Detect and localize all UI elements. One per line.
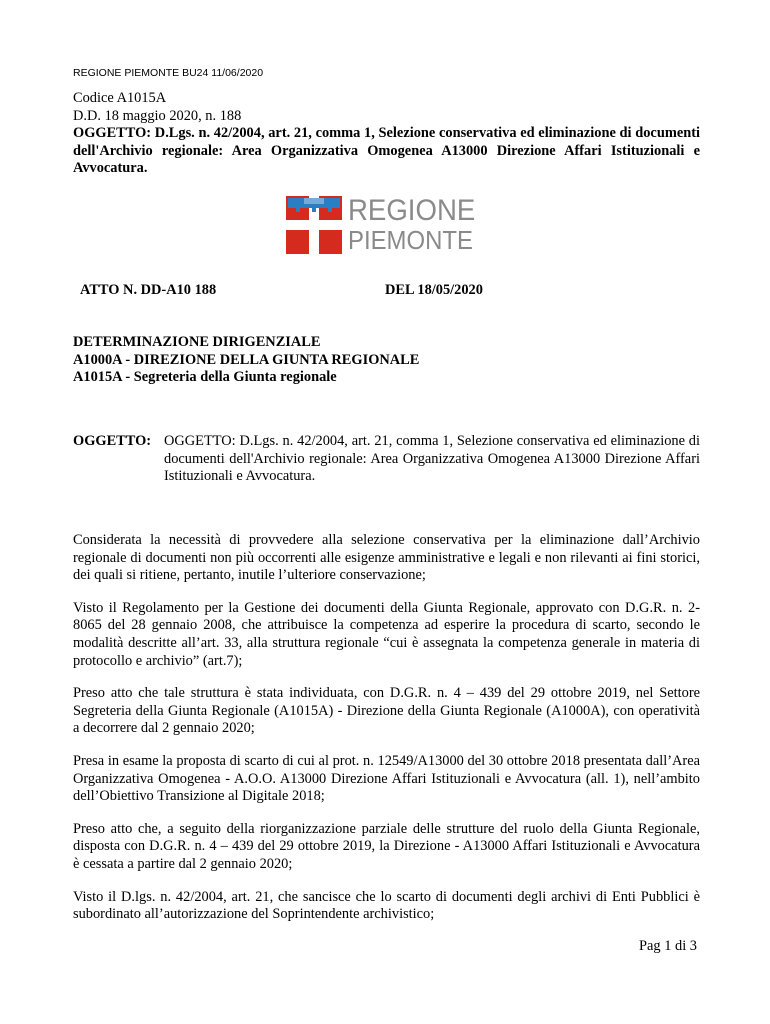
atto-line <box>80 282 700 299</box>
determination-title: DETERMINAZIONE DIRIGENZIALE <box>73 334 321 350</box>
regione-piemonte-logo <box>286 196 488 254</box>
direction-name: A1000A - DIREZIONE DELLA GIUNTA REGIONALE <box>73 351 420 368</box>
piemonte-flag-icon <box>286 196 342 254</box>
running-header: REGIONE PIEMONTE BU24 11/06/2020 <box>73 67 264 79</box>
document-code: Codice A1015A <box>73 90 167 106</box>
paragraph: Considerata la necessità di provvedere alla selezione conservativa per la eliminazione dall’Archivio regionale di documenti non più occorrenti alle esigenze amministrative e legali e non rilevanti ai fini storici, dei quali si ritiene, pertanto, inutile l’ulteriore conservazione; <box>73 532 700 584</box>
determination-block <box>73 334 419 387</box>
atto-date: DEL 18/05/2020 <box>385 282 483 298</box>
oggetto-section <box>73 433 700 486</box>
oggetto-label: OGGETTO: <box>73 433 152 449</box>
document-body <box>73 532 700 939</box>
sector-name: A1015A - Segreteria della Giunta regionale <box>73 369 337 386</box>
page-number: Pag 1 di 3 <box>639 938 697 954</box>
logo-text-regione: REGIONE <box>348 194 476 227</box>
decree-reference: D.D. 18 maggio 2020, n. 188 <box>73 107 242 124</box>
paragraph: Preso atto che tale struttura è stata individuata, con D.G.R. n. 4 – 439 del 29 ottobre 2019, nel Settore Segreteria della Giunta Regionale (A1015A) - Direzione della Giunta Regionale (A1000A), con operatività a decorrere dal 2 gennaio 2020; <box>73 685 700 737</box>
paragraph: Visto il Regolamento per la Gestione dei documenti della Giunta Regionale, approvato con D.G.R. n. 2-8065 del 28 gennaio 2008, che attribuisce la competenza ad esperire la procedura di scarto, secondo le modalità descritte all’art. 33, alla struttura regionale “cui è assegnata la competenza generale in materia di protocollo e archivio” (art.7); <box>73 599 700 669</box>
document-subject: OGGETTO: D.Lgs. n. 42/2004, art. 21, comma 1, Selezione conservativa ed eliminazione di documenti dell'Archivio regionale: Area Organizzativa Omogenea A13000 Direzione Affari Istituzionali e Avvocatura. <box>73 125 700 177</box>
logo-text-piemonte: PIEMONTE <box>348 225 473 255</box>
paragraph: Visto il D.lgs. n. 42/2004, art. 21, che sancisce che lo scarto di documenti degli archivi di Enti Pubblici è subordinato all’autorizzazione del Soprintendente archivistico; <box>73 888 700 923</box>
document-header <box>73 90 700 178</box>
paragraph: Preso atto che, a seguito della riorganizzazione parziale delle strutture del ruolo della Giunta Regionale, disposta con D.G.R. n. 4 – 439 del 29 ottobre 2019, la Direzione - A13000 Affari Istituzionali e Avvocatura è cessata a partire dal 2 gennaio 2020; <box>73 820 700 872</box>
atto-number: ATTO N. DD-A10 188 <box>80 282 217 298</box>
oggetto-text: OGGETTO: D.Lgs. n. 42/2004, art. 21, comma 1, Selezione conservativa ed eliminazione di documenti dell'Archivio regionale: Area Organizzativa Omogenea A13000 Direzione Affari Istituzionali e Avvocatura. <box>164 433 700 485</box>
paragraph: Presa in esame la proposta di scarto di cui al prot. n. 12549/A13000 del 30 ottobre 2018 presentata dall’Area Organizzativa Omogenea - A.O.O. A13000 Direzione Affari Istituzionali e Avvocatura (all. 1), nell’ambito dell’Obiettivo Transizione al Digitale 2018; <box>73 752 700 805</box>
